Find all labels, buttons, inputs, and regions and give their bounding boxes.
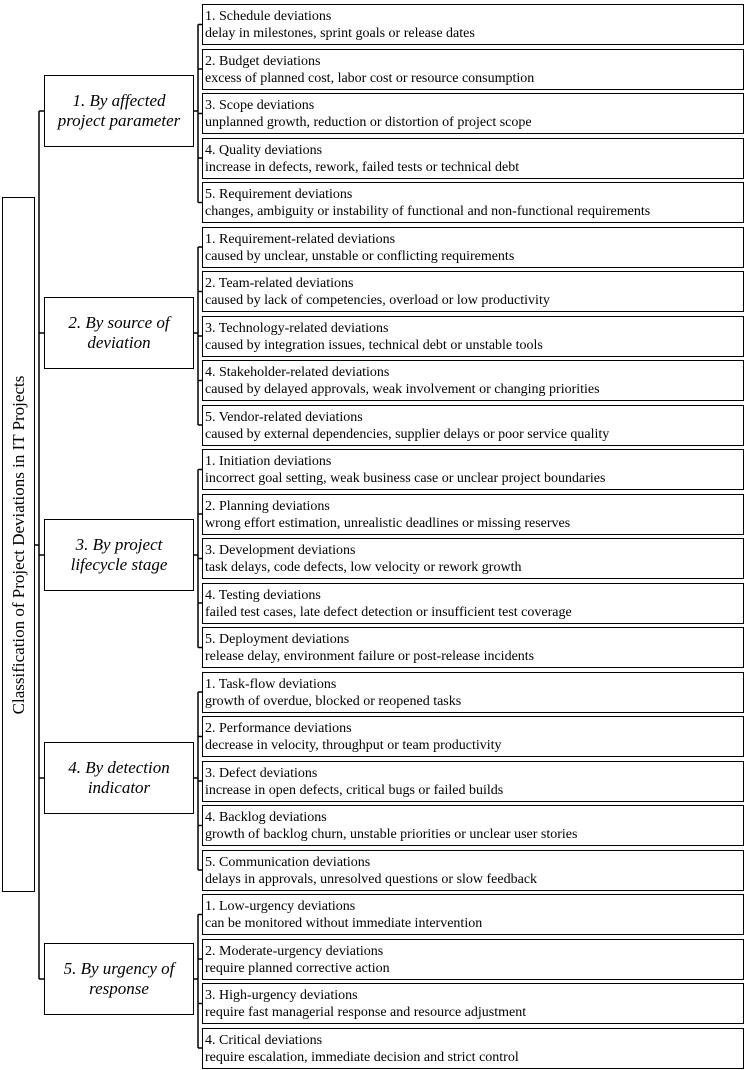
item-description: release delay, environment failure or post-release incidents [205, 649, 535, 664]
item-title: 4. Stakeholder-related deviations [205, 365, 390, 380]
item-title: 5. Communication deviations [205, 854, 371, 870]
item-title: 3. Technology-related deviations [205, 320, 389, 336]
root-node [2, 197, 35, 892]
item-description: growth of backlog churn, unstable priorities or unclear user stories [205, 827, 578, 842]
item-description: incorrect goal setting, weak business case or unclear project boundaries [205, 471, 606, 486]
item-description: increase in defects, rework, failed tests or technical debt [205, 159, 520, 175]
item-title: 3. Scope deviations [205, 98, 315, 113]
deviation-item-box [202, 360, 744, 401]
item-title: 1. Schedule deviations [205, 9, 332, 24]
deviation-item-box [202, 583, 744, 624]
item-description: excess of planned cost, labor cost or resource consumption [205, 70, 535, 86]
item-title: 3. Defect deviations [205, 765, 318, 781]
deviation-item-box [202, 449, 744, 490]
deviation-item-box [202, 805, 744, 846]
item-title: 5. Deployment deviations [205, 632, 350, 647]
category-box [44, 75, 194, 147]
deviation-item-box [202, 182, 744, 223]
root-label: Classification of Project Deviations in IT Projects [8, 375, 28, 714]
deviation-item-box [202, 627, 744, 668]
item-title: 4. Backlog deviations [205, 810, 327, 825]
deviation-item-box [202, 49, 744, 90]
item-description: caused by integration issues, technical debt or unstable tools [205, 337, 543, 353]
deviation-item-box [202, 227, 744, 268]
item-description: unplanned growth, reduction or distortion of project scope [205, 115, 532, 130]
item-title: 4. Testing deviations [205, 587, 321, 603]
deviation-item-box [202, 716, 744, 757]
item-title: 2. Moderate-urgency deviations [205, 943, 384, 959]
deviation-item-box [202, 93, 744, 134]
deviation-item-box [202, 4, 744, 45]
deviation-item-box [202, 405, 744, 446]
item-description: growth of overdue, blocked or reopened tasks [205, 693, 462, 709]
item-description: caused by lack of competencies, overload or low productivity [205, 293, 550, 308]
item-title: 2. Team-related deviations [205, 276, 354, 291]
category-box [44, 297, 194, 369]
deviation-item-box [202, 850, 744, 891]
category-label: 5. By urgency of response [63, 959, 175, 998]
item-description: task delays, code defects, low velocity or rework growth [205, 560, 522, 575]
item-title: 5. Vendor-related deviations [205, 409, 363, 425]
category-label: 3. By project lifecycle stage [70, 535, 168, 574]
deviation-item-box [202, 983, 744, 1024]
item-description: decrease in velocity, throughput or team productivity [205, 738, 502, 753]
deviation-item-box [202, 538, 744, 579]
item-description: delay in milestones, sprint goals or release dates [205, 26, 475, 41]
deviation-item-box [202, 672, 744, 713]
item-description: require fast managerial response and resource adjustment [205, 1005, 527, 1020]
category-box [44, 742, 194, 814]
item-title: 2. Planning deviations [205, 498, 330, 514]
item-description: changes, ambiguity or instability of functional and non-functional requirements [205, 204, 651, 219]
item-title: 1. Requirement-related deviations [205, 231, 396, 247]
deviation-item-box [202, 761, 744, 802]
deviation-item-box [202, 316, 744, 357]
deviation-item-box [202, 894, 744, 935]
item-description: failed test cases, late defect detection or insufficient test coverage [205, 604, 572, 620]
item-description: caused by unclear, unstable or conflicting requirements [205, 248, 515, 264]
category-box [44, 519, 194, 591]
item-title: 1. Initiation deviations [205, 454, 332, 469]
item-description: increase in open defects, critical bugs or failed builds [205, 782, 504, 798]
category-label: 2. By source of deviation [68, 313, 170, 352]
deviation-item-box [202, 138, 744, 179]
item-title: 4. Critical deviations [205, 1032, 323, 1048]
item-description: caused by delayed approvals, weak involvement or changing priorities [205, 382, 600, 397]
item-title: 3. Development deviations [205, 543, 356, 558]
deviation-item-box [202, 939, 744, 980]
item-title: 1. Low-urgency deviations [205, 899, 356, 914]
category-label: 1. By affected project parameter [57, 91, 181, 130]
item-description: caused by external dependencies, supplier delays or poor service quality [205, 426, 610, 442]
item-title: 4. Quality deviations [205, 142, 323, 158]
item-title: 5. Requirement deviations [205, 187, 353, 202]
category-label: 4. By detection indicator [68, 758, 170, 797]
item-title: 2. Performance deviations [205, 721, 352, 736]
item-title: 3. High-urgency deviations [205, 988, 358, 1003]
item-description: require planned corrective action [205, 960, 390, 976]
deviation-item-box [202, 494, 744, 535]
category-box [44, 943, 194, 1015]
item-title: 1. Task-flow deviations [205, 676, 337, 692]
item-description: can be monitored without immediate intervention [205, 916, 483, 931]
deviation-item-box [202, 271, 744, 312]
item-description: wrong effort estimation, unrealistic deadlines or missing reserves [205, 515, 571, 531]
deviation-item-box [202, 1028, 744, 1069]
item-description: require escalation, immediate decision and strict control [205, 1049, 519, 1065]
item-description: delays in approvals, unresolved questions or slow feedback [205, 871, 538, 887]
item-title: 2. Budget deviations [205, 53, 321, 69]
